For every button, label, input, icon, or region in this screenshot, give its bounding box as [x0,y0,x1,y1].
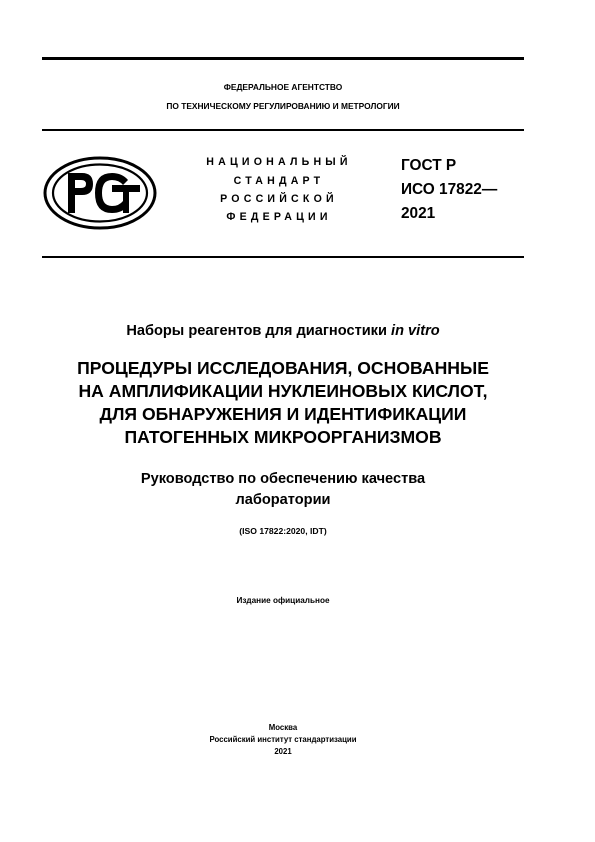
edition-note: Издание официальное [236,596,330,605]
bottom-rule [42,256,524,258]
designation-line-2: ИСО 17822— [401,181,498,198]
standard-type-line-2: СТАНДАРТ [233,175,325,187]
document-subtitle [42,323,524,339]
agency-line-2: ПО ТЕХНИЧЕСКОМУ РЕГУЛИРОВАНИЮ И МЕТРОЛОГИИ [166,101,400,111]
subtitle-italic: in vitro [391,323,440,339]
title-line-1: ПРОЦЕДУРЫ ИССЛЕДОВАНИЯ, ОСНОВАННЫЕ [77,358,489,378]
footer-city: Москва [268,723,298,732]
designation-line-3: 2021 [401,205,436,222]
guide-line-1: Руководство по обеспечению качества [140,471,426,487]
middle-rule [42,129,524,131]
standard-type-line-1: НАЦИОНАЛЬНЫЙ [206,156,352,168]
title-line-4: ПАТОГЕННЫХ МИКРООРГАНИЗМОВ [124,427,442,447]
title-line-3: ДЛЯ ОБНАРУЖЕНИЯ И ИДЕНТИФИКАЦИИ [99,404,467,424]
subtitle-prefix: Наборы реагентов для диагностики [126,323,392,339]
title-line-2: НА АМПЛИФИКАЦИИ НУКЛЕИНОВЫХ КИСЛОТ, [78,381,488,401]
gost-r-emblem-icon [42,155,158,231]
top-rule [42,57,524,60]
guide-line-2: лаборатории [235,492,331,508]
agency-line-1: ФЕДЕРАЛЬНОЕ АГЕНТСТВО [223,82,343,92]
iso-reference: (ISO 17822:2020, IDT) [239,526,327,536]
designation-line-1: ГОСТ Р [401,157,457,174]
standard-type-line-3: РОССИЙСКОЙ [220,193,338,205]
footer-publisher: Российский институт стандартизации [209,735,357,744]
standard-type-line-4: ФЕДЕРАЦИИ [226,211,332,223]
footer-year: 2021 [274,747,292,756]
